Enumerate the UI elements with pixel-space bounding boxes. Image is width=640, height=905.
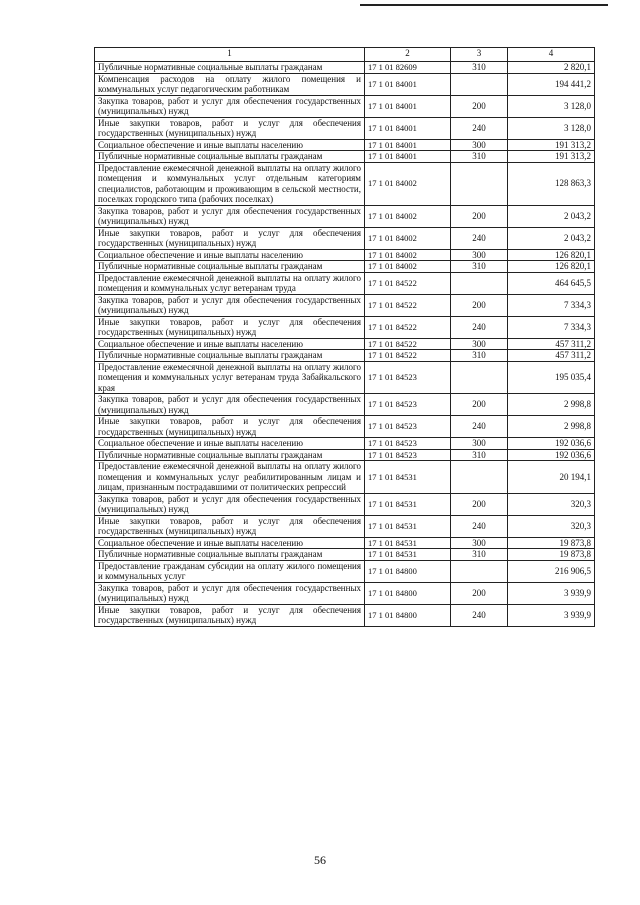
row-amount-cell: 194 441,2 bbox=[508, 73, 595, 95]
row-amount-cell: 126 820,1 bbox=[508, 261, 595, 273]
row-code-cell: 17 1 01 84002 bbox=[365, 205, 451, 227]
row-code-cell: 17 1 01 84002 bbox=[365, 249, 451, 261]
table-row bbox=[95, 537, 595, 549]
row-code-cell: 17 1 01 84800 bbox=[365, 604, 451, 626]
row-amount-cell: 3 128,0 bbox=[508, 117, 595, 139]
column-header-4: 4 bbox=[508, 48, 595, 62]
row-name-cell: Иные закупки товаров, работ и услуг для обеспечения государственных (муниципальных) нужд bbox=[95, 416, 365, 438]
row-amount-cell: 2 043,2 bbox=[508, 205, 595, 227]
row-type-cell: 240 bbox=[451, 316, 508, 338]
row-code-cell: 17 1 01 84522 bbox=[365, 316, 451, 338]
row-type-cell bbox=[451, 73, 508, 95]
row-name-cell: Публичные нормативные социальные выплаты гражданам bbox=[95, 549, 365, 561]
row-name-cell: Публичные нормативные социальные выплаты гражданам bbox=[95, 62, 365, 74]
row-code-cell: 17 1 01 84531 bbox=[365, 537, 451, 549]
column-header-2: 2 bbox=[365, 48, 451, 62]
page-number: 56 bbox=[314, 853, 326, 867]
row-type-cell: 300 bbox=[451, 537, 508, 549]
row-type-cell bbox=[451, 361, 508, 394]
column-header-3: 3 bbox=[451, 48, 508, 62]
row-name-cell: Предоставление ежемесячной денежной выплаты на оплату жилого помещения и коммунальных услуг реабилитированным лицам и лицам, признанным пострадавшими от политических репрессий bbox=[95, 461, 365, 494]
row-name-cell: Предоставление ежемесячной денежной выплаты на оплату жилого помещения и коммунальных услуг отдельным категориям специалистов, работающим и проживающим в сельской местности, поселках городского типа (рабочих поселках) bbox=[95, 162, 365, 205]
row-code-cell: 17 1 01 84523 bbox=[365, 361, 451, 394]
row-code-cell: 17 1 01 84523 bbox=[365, 438, 451, 450]
row-amount-cell: 128 863,3 bbox=[508, 162, 595, 205]
row-name-cell: Публичные нормативные социальные выплаты гражданам bbox=[95, 261, 365, 273]
table-row bbox=[95, 350, 595, 362]
row-type-cell: 310 bbox=[451, 449, 508, 461]
row-name-cell: Социальное обеспечение и иные выплаты населению bbox=[95, 438, 365, 450]
table-row bbox=[95, 394, 595, 416]
table-row bbox=[95, 449, 595, 461]
row-type-cell: 200 bbox=[451, 394, 508, 416]
row-amount-cell: 126 820,1 bbox=[508, 249, 595, 261]
row-amount-cell: 3 128,0 bbox=[508, 95, 595, 117]
row-amount-cell: 195 035,4 bbox=[508, 361, 595, 394]
row-amount-cell: 457 311,2 bbox=[508, 350, 595, 362]
budget-table bbox=[94, 47, 595, 627]
header-row bbox=[95, 48, 595, 62]
row-amount-cell: 320,3 bbox=[508, 493, 595, 515]
row-code-cell: 17 1 01 84522 bbox=[365, 294, 451, 316]
row-name-cell: Закупка товаров, работ и услуг для обеспечения государственных (муниципальных) нужд bbox=[95, 95, 365, 117]
row-name-cell: Социальное обеспечение и иные выплаты населению bbox=[95, 139, 365, 151]
top-rule bbox=[360, 4, 608, 6]
row-type-cell: 300 bbox=[451, 438, 508, 450]
row-type-cell: 310 bbox=[451, 350, 508, 362]
table-row bbox=[95, 162, 595, 205]
row-code-cell: 17 1 01 84001 bbox=[365, 95, 451, 117]
document-page bbox=[94, 47, 594, 627]
row-type-cell bbox=[451, 162, 508, 205]
table-row bbox=[95, 560, 595, 582]
row-code-cell: 17 1 01 84800 bbox=[365, 582, 451, 604]
table-row bbox=[95, 272, 595, 294]
row-name-cell: Публичные нормативные социальные выплаты гражданам bbox=[95, 151, 365, 163]
row-code-cell: 17 1 01 84001 bbox=[365, 117, 451, 139]
row-type-cell: 200 bbox=[451, 95, 508, 117]
row-amount-cell: 3 939,9 bbox=[508, 582, 595, 604]
table-row bbox=[95, 261, 595, 273]
row-code-cell: 17 1 01 84001 bbox=[365, 151, 451, 163]
table-row bbox=[95, 438, 595, 450]
row-type-cell: 310 bbox=[451, 151, 508, 163]
table-row bbox=[95, 294, 595, 316]
row-code-cell: 17 1 01 84522 bbox=[365, 338, 451, 350]
table-row bbox=[95, 227, 595, 249]
row-name-cell: Предоставление ежемесячной денежной выплаты на оплату жилого помещения и коммунальных услуг ветеранам труда bbox=[95, 272, 365, 294]
row-amount-cell: 7 334,3 bbox=[508, 316, 595, 338]
row-amount-cell: 464 645,5 bbox=[508, 272, 595, 294]
row-name-cell: Публичные нормативные социальные выплаты гражданам bbox=[95, 449, 365, 461]
row-type-cell: 240 bbox=[451, 515, 508, 537]
row-type-cell: 200 bbox=[451, 582, 508, 604]
row-code-cell: 17 1 01 84531 bbox=[365, 515, 451, 537]
table-row bbox=[95, 95, 595, 117]
row-name-cell: Иные закупки товаров, работ и услуг для обеспечения государственных (муниципальных) нужд bbox=[95, 515, 365, 537]
row-type-cell: 200 bbox=[451, 493, 508, 515]
row-name-cell: Закупка товаров, работ и услуг для обеспечения государственных (муниципальных) нужд bbox=[95, 205, 365, 227]
row-amount-cell: 216 906,5 bbox=[508, 560, 595, 582]
row-type-cell: 200 bbox=[451, 294, 508, 316]
row-name-cell: Социальное обеспечение и иные выплаты населению bbox=[95, 537, 365, 549]
row-type-cell: 310 bbox=[451, 549, 508, 561]
row-amount-cell: 192 036,6 bbox=[508, 438, 595, 450]
row-code-cell: 17 1 01 82609 bbox=[365, 62, 451, 74]
row-code-cell: 17 1 01 84531 bbox=[365, 493, 451, 515]
table-row bbox=[95, 461, 595, 494]
row-code-cell: 17 1 01 84001 bbox=[365, 73, 451, 95]
table-row bbox=[95, 139, 595, 151]
row-type-cell: 310 bbox=[451, 261, 508, 273]
row-name-cell: Иные закупки товаров, работ и услуг для обеспечения государственных (муниципальных) нужд bbox=[95, 604, 365, 626]
table-row bbox=[95, 515, 595, 537]
row-amount-cell: 191 313,2 bbox=[508, 151, 595, 163]
row-amount-cell: 2 820,1 bbox=[508, 62, 595, 74]
row-name-cell: Закупка товаров, работ и услуг для обеспечения государственных (муниципальных) нужд bbox=[95, 394, 365, 416]
row-code-cell: 17 1 01 84800 bbox=[365, 560, 451, 582]
table-body bbox=[95, 62, 595, 627]
row-code-cell: 17 1 01 84002 bbox=[365, 227, 451, 249]
table-row bbox=[95, 582, 595, 604]
table-row bbox=[95, 604, 595, 626]
row-amount-cell: 457 311,2 bbox=[508, 338, 595, 350]
table-row bbox=[95, 549, 595, 561]
column-header-1: 1 bbox=[95, 48, 365, 62]
row-code-cell: 17 1 01 84531 bbox=[365, 549, 451, 561]
row-amount-cell: 320,3 bbox=[508, 515, 595, 537]
row-code-cell: 17 1 01 84001 bbox=[365, 139, 451, 151]
row-type-cell: 240 bbox=[451, 227, 508, 249]
row-name-cell: Закупка товаров, работ и услуг для обеспечения государственных (муниципальных) нужд bbox=[95, 493, 365, 515]
row-type-cell bbox=[451, 272, 508, 294]
row-amount-cell: 19 873,8 bbox=[508, 549, 595, 561]
table-row bbox=[95, 316, 595, 338]
row-type-cell: 200 bbox=[451, 205, 508, 227]
table-row bbox=[95, 73, 595, 95]
row-type-cell: 240 bbox=[451, 604, 508, 626]
row-amount-cell: 192 036,6 bbox=[508, 449, 595, 461]
row-amount-cell: 2 043,2 bbox=[508, 227, 595, 249]
table-row bbox=[95, 493, 595, 515]
row-name-cell: Закупка товаров, работ и услуг для обеспечения государственных (муниципальных) нужд bbox=[95, 582, 365, 604]
row-code-cell: 17 1 01 84523 bbox=[365, 394, 451, 416]
row-name-cell: Предоставление гражданам субсидии на оплату жилого помещения и коммунальных услуг bbox=[95, 560, 365, 582]
row-code-cell: 17 1 01 84002 bbox=[365, 162, 451, 205]
row-amount-cell: 20 194,1 bbox=[508, 461, 595, 494]
row-name-cell: Публичные нормативные социальные выплаты гражданам bbox=[95, 350, 365, 362]
table-row bbox=[95, 205, 595, 227]
row-name-cell: Социальное обеспечение и иные выплаты населению bbox=[95, 249, 365, 261]
row-name-cell: Закупка товаров, работ и услуг для обеспечения государственных (муниципальных) нужд bbox=[95, 294, 365, 316]
row-type-cell: 300 bbox=[451, 249, 508, 261]
table-row bbox=[95, 117, 595, 139]
row-code-cell: 17 1 01 84523 bbox=[365, 416, 451, 438]
row-type-cell: 310 bbox=[451, 62, 508, 74]
row-amount-cell: 19 873,8 bbox=[508, 537, 595, 549]
row-name-cell: Компенсация расходов на оплату жилого помещения и коммунальных услуг педагогическим работникам bbox=[95, 73, 365, 95]
row-name-cell: Иные закупки товаров, работ и услуг для обеспечения государственных (муниципальных) нужд bbox=[95, 117, 365, 139]
table-row bbox=[95, 249, 595, 261]
row-amount-cell: 3 939,9 bbox=[508, 604, 595, 626]
row-name-cell: Социальное обеспечение и иные выплаты населению bbox=[95, 338, 365, 350]
table-row bbox=[95, 151, 595, 163]
row-code-cell: 17 1 01 84531 bbox=[365, 461, 451, 494]
row-type-cell: 300 bbox=[451, 139, 508, 151]
table-row bbox=[95, 338, 595, 350]
row-amount-cell: 191 313,2 bbox=[508, 139, 595, 151]
row-code-cell: 17 1 01 84522 bbox=[365, 350, 451, 362]
row-type-cell: 240 bbox=[451, 117, 508, 139]
table-row bbox=[95, 361, 595, 394]
row-type-cell: 300 bbox=[451, 338, 508, 350]
row-type-cell bbox=[451, 461, 508, 494]
table-row bbox=[95, 416, 595, 438]
row-type-cell: 240 bbox=[451, 416, 508, 438]
row-amount-cell: 2 998,8 bbox=[508, 416, 595, 438]
row-code-cell: 17 1 01 84002 bbox=[365, 261, 451, 273]
row-name-cell: Иные закупки товаров, работ и услуг для обеспечения государственных (муниципальных) нужд bbox=[95, 316, 365, 338]
row-name-cell: Иные закупки товаров, работ и услуг для обеспечения государственных (муниципальных) нужд bbox=[95, 227, 365, 249]
row-type-cell bbox=[451, 560, 508, 582]
table-row bbox=[95, 62, 595, 74]
row-amount-cell: 2 998,8 bbox=[508, 394, 595, 416]
row-amount-cell: 7 334,3 bbox=[508, 294, 595, 316]
row-code-cell: 17 1 01 84522 bbox=[365, 272, 451, 294]
row-code-cell: 17 1 01 84523 bbox=[365, 449, 451, 461]
row-name-cell: Предоставление ежемесячной денежной выплаты на оплату жилого помещения и коммунальных услуг ветеранам труда Забайкальского края bbox=[95, 361, 365, 394]
